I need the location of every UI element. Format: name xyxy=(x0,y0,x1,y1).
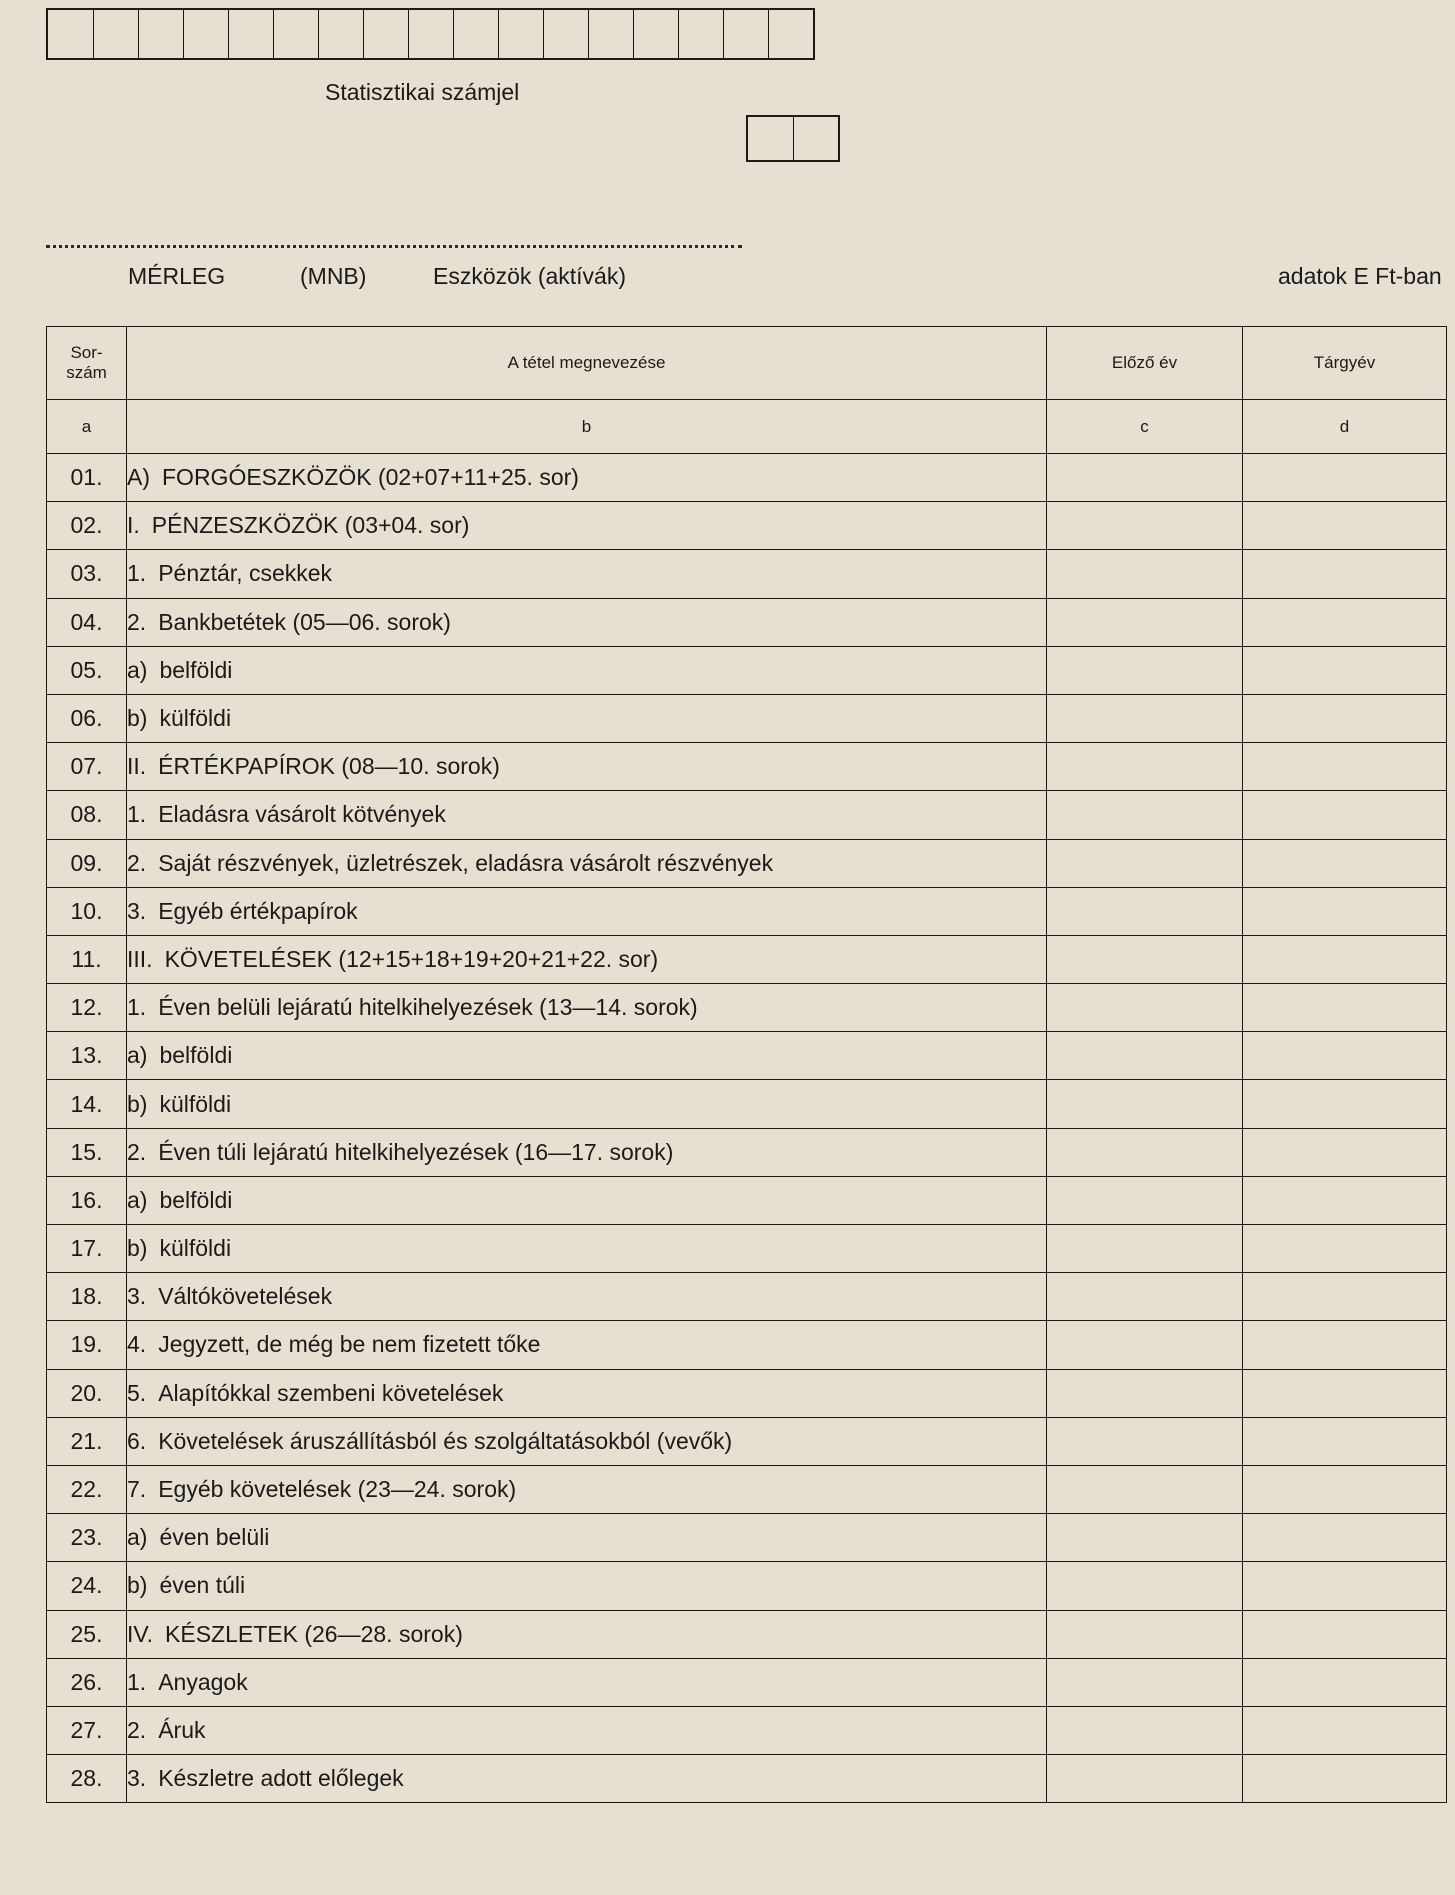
row-label xyxy=(127,1514,1047,1562)
col-letter-b: b xyxy=(127,400,1047,454)
row-label xyxy=(127,1465,1047,1513)
row-marker: b) xyxy=(127,1235,148,1262)
row-marker: 3. xyxy=(127,1765,147,1792)
row-number: 17. xyxy=(47,1225,127,1273)
row-label xyxy=(127,984,1047,1032)
table-row xyxy=(47,502,1447,550)
balance-sheet-table xyxy=(46,326,1447,1803)
row-marker: a) xyxy=(127,1042,148,1069)
row-marker: a) xyxy=(127,656,148,683)
row-marker: 2. xyxy=(127,608,147,635)
row-number: 15. xyxy=(47,1128,127,1176)
row-text: Éven belüli lejáratú hitelkihelyezések (13—14. sorok) xyxy=(158,994,698,1021)
row-number: 01. xyxy=(47,454,127,502)
row-number: 10. xyxy=(47,887,127,935)
row-label xyxy=(127,646,1047,694)
form-title-mnb: (MNB) xyxy=(300,263,367,289)
col-letter-c: c xyxy=(1047,400,1243,454)
row-marker: b) xyxy=(127,1572,148,1599)
row-label xyxy=(127,1755,1047,1803)
row-text: Éven túli lejáratú hitelkihelyezések (16—17. sorok) xyxy=(158,1138,674,1165)
row-number: 20. xyxy=(47,1369,127,1417)
table-row xyxy=(47,1273,1447,1321)
prev-year-value-cell[interactable] xyxy=(1047,694,1243,742)
current-year-value-cell[interactable] xyxy=(1243,694,1447,742)
row-text: külföldi xyxy=(159,705,232,732)
row-marker: 5. xyxy=(127,1379,147,1406)
current-year-value-cell[interactable] xyxy=(1243,1755,1447,1803)
row-text: külföldi xyxy=(159,1090,232,1117)
row-label xyxy=(127,550,1047,598)
row-text: belföldi xyxy=(159,1042,233,1069)
row-label xyxy=(127,791,1047,839)
row-marker: A) xyxy=(127,464,150,491)
prev-year-value-cell[interactable] xyxy=(1047,598,1243,646)
current-year-value-cell[interactable] xyxy=(1243,646,1447,694)
row-text: Készletre adott előlegek xyxy=(158,1765,404,1792)
prev-year-value-cell[interactable] xyxy=(1047,1128,1243,1176)
col-header-elozo-ev: Előző év xyxy=(1047,327,1243,400)
row-marker: 1. xyxy=(127,994,147,1021)
row-text: KÖVETELÉSEK (12+15+18+19+20+21+22. sor) xyxy=(164,945,659,972)
current-year-value-cell[interactable] xyxy=(1243,1321,1447,1369)
prev-year-value-cell[interactable] xyxy=(1047,1176,1243,1224)
id-digit-box[interactable] xyxy=(183,10,228,58)
id-digit-box[interactable] xyxy=(318,10,363,58)
row-text: Eladásra vásárolt kötvények xyxy=(158,801,446,828)
row-text: éven túli xyxy=(159,1572,246,1599)
current-year-value-cell[interactable] xyxy=(1243,1417,1447,1465)
row-text: FORGÓESZKÖZÖK (02+07+11+25. sor) xyxy=(162,464,579,491)
table-row xyxy=(47,1032,1447,1080)
current-year-value-cell[interactable] xyxy=(1243,791,1447,839)
table-row xyxy=(47,1225,1447,1273)
row-label xyxy=(127,1080,1047,1128)
id-digit-box[interactable] xyxy=(138,10,183,58)
row-label xyxy=(127,1369,1047,1417)
prev-year-value-cell[interactable] xyxy=(1047,1658,1243,1706)
row-label xyxy=(127,1610,1047,1658)
row-number: 27. xyxy=(47,1706,127,1754)
row-text: Bankbetétek (05—06. sorok) xyxy=(158,608,451,635)
current-year-value-cell[interactable] xyxy=(1243,1032,1447,1080)
current-year-value-cell[interactable] xyxy=(1243,839,1447,887)
row-marker: a) xyxy=(127,1186,148,1213)
id-digit-box[interactable] xyxy=(363,10,408,58)
table-row xyxy=(47,1562,1447,1610)
id-digit-box[interactable] xyxy=(768,10,813,58)
row-marker: b) xyxy=(127,705,148,732)
row-number: 04. xyxy=(47,598,127,646)
table-row xyxy=(47,887,1447,935)
id-digit-box[interactable] xyxy=(633,10,678,58)
row-text: Váltókövetelések xyxy=(158,1283,333,1310)
col-header-megnevezes: A tétel megnevezése xyxy=(127,327,1047,400)
col-letter-d: d xyxy=(1243,400,1447,454)
id-digit-box[interactable] xyxy=(93,10,138,58)
row-number: 02. xyxy=(47,502,127,550)
current-year-value-cell[interactable] xyxy=(1243,1176,1447,1224)
row-label xyxy=(127,1128,1047,1176)
row-label xyxy=(127,935,1047,983)
statistical-id-boxes[interactable] xyxy=(46,8,815,60)
prev-year-value-cell[interactable] xyxy=(1047,1369,1243,1417)
prev-year-value-cell[interactable] xyxy=(1047,1465,1243,1513)
row-text: éven belüli xyxy=(159,1524,270,1551)
form-title-merleg: MÉRLEG xyxy=(128,263,226,289)
row-marker: IV. xyxy=(127,1620,154,1647)
row-text: külföldi xyxy=(159,1235,232,1262)
table-row xyxy=(47,743,1447,791)
table-row xyxy=(47,646,1447,694)
col-header-sorszam: Sor- szám xyxy=(47,327,127,400)
row-label xyxy=(127,743,1047,791)
table-row xyxy=(47,1321,1447,1369)
current-year-value-cell[interactable] xyxy=(1243,598,1447,646)
table-row xyxy=(47,1128,1447,1176)
prev-year-value-cell[interactable] xyxy=(1047,1321,1243,1369)
current-year-value-cell[interactable] xyxy=(1243,1610,1447,1658)
row-text: Anyagok xyxy=(158,1668,248,1695)
row-number: 18. xyxy=(47,1273,127,1321)
prev-year-value-cell[interactable] xyxy=(1047,1080,1243,1128)
row-number: 09. xyxy=(47,839,127,887)
row-number: 26. xyxy=(47,1658,127,1706)
row-text: Saját részvények, üzletrészek, eladásra vásárolt részvények xyxy=(158,849,774,876)
row-label xyxy=(127,839,1047,887)
table-row xyxy=(47,1465,1447,1513)
current-year-value-cell[interactable] xyxy=(1243,1128,1447,1176)
row-label xyxy=(127,1417,1047,1465)
row-text: Követelések áruszállításból és szolgáltatásokból (vevők) xyxy=(158,1427,733,1454)
row-marker: 3. xyxy=(127,897,147,924)
row-marker: 1. xyxy=(127,560,147,587)
row-text: Alapítókkal szembeni követelések xyxy=(158,1379,504,1406)
prev-year-value-cell[interactable] xyxy=(1047,839,1243,887)
statistical-id-label: Statisztikai számjel xyxy=(325,79,520,105)
row-number: 07. xyxy=(47,743,127,791)
row-marker: 2. xyxy=(127,849,147,876)
current-year-value-cell[interactable] xyxy=(1243,984,1447,1032)
table-row xyxy=(47,1176,1447,1224)
prev-year-value-cell[interactable] xyxy=(1047,502,1243,550)
row-text: Egyéb értékpapírok xyxy=(158,897,358,924)
row-label xyxy=(127,1176,1047,1224)
table-row xyxy=(47,791,1447,839)
row-number: 21. xyxy=(47,1417,127,1465)
current-year-value-cell[interactable] xyxy=(1243,502,1447,550)
row-marker: I. xyxy=(127,512,140,539)
row-text: belföldi xyxy=(159,656,233,683)
row-number: 12. xyxy=(47,984,127,1032)
prev-year-value-cell[interactable] xyxy=(1047,1417,1243,1465)
form-title-assets: Eszközök (aktívák) xyxy=(433,263,626,289)
current-year-value-cell[interactable] xyxy=(1243,1706,1447,1754)
row-label xyxy=(127,887,1047,935)
table-row xyxy=(47,1706,1447,1754)
row-number: 24. xyxy=(47,1562,127,1610)
prev-year-value-cell[interactable] xyxy=(1047,454,1243,502)
current-year-value-cell[interactable] xyxy=(1243,1562,1447,1610)
signature-dotted-line xyxy=(46,245,742,248)
prev-year-value-cell[interactable] xyxy=(1047,887,1243,935)
row-text: KÉSZLETEK (26—28. sorok) xyxy=(165,1620,463,1647)
table-row xyxy=(47,935,1447,983)
row-text: Pénztár, csekkek xyxy=(158,560,333,587)
current-year-value-cell[interactable] xyxy=(1243,1369,1447,1417)
unit-note: adatok E Ft-ban xyxy=(1278,263,1442,289)
prev-year-value-cell[interactable] xyxy=(1047,1562,1243,1610)
table-row xyxy=(47,984,1447,1032)
row-label xyxy=(127,694,1047,742)
current-year-value-cell[interactable] xyxy=(1243,1225,1447,1273)
id-digit-box[interactable] xyxy=(543,10,588,58)
id-digit-box[interactable] xyxy=(453,10,498,58)
id-digit-box[interactable] xyxy=(723,10,768,58)
row-number: 22. xyxy=(47,1465,127,1513)
table-row xyxy=(47,1369,1447,1417)
row-number: 03. xyxy=(47,550,127,598)
code-digit-box[interactable] xyxy=(793,117,838,160)
row-number: 13. xyxy=(47,1032,127,1080)
row-text: Jegyzett, de még be nem fizetett tőke xyxy=(158,1331,541,1358)
row-marker: 4. xyxy=(127,1331,147,1358)
current-year-value-cell[interactable] xyxy=(1243,454,1447,502)
prev-year-value-cell[interactable] xyxy=(1047,791,1243,839)
prev-year-value-cell[interactable] xyxy=(1047,1225,1243,1273)
row-label xyxy=(127,1562,1047,1610)
prev-year-value-cell[interactable] xyxy=(1047,550,1243,598)
id-digit-box[interactable] xyxy=(678,10,723,58)
current-year-value-cell[interactable] xyxy=(1243,935,1447,983)
current-year-value-cell[interactable] xyxy=(1243,550,1447,598)
id-digit-box[interactable] xyxy=(273,10,318,58)
row-text: Egyéb követelések (23—24. sorok) xyxy=(158,1476,517,1503)
prev-year-value-cell[interactable] xyxy=(1047,1610,1243,1658)
code-boxes[interactable] xyxy=(746,115,840,162)
row-marker: 2. xyxy=(127,1716,147,1743)
prev-year-value-cell[interactable] xyxy=(1047,1273,1243,1321)
row-label xyxy=(127,502,1047,550)
row-text: Áruk xyxy=(158,1716,206,1743)
row-marker: 6. xyxy=(127,1427,147,1454)
current-year-value-cell[interactable] xyxy=(1243,1273,1447,1321)
row-number: 19. xyxy=(47,1321,127,1369)
row-number: 23. xyxy=(47,1514,127,1562)
table-row xyxy=(47,1080,1447,1128)
row-text: belföldi xyxy=(159,1186,233,1213)
current-year-value-cell[interactable] xyxy=(1243,887,1447,935)
current-year-value-cell[interactable] xyxy=(1243,1080,1447,1128)
prev-year-value-cell[interactable] xyxy=(1047,1514,1243,1562)
row-label xyxy=(127,1273,1047,1321)
prev-year-value-cell[interactable] xyxy=(1047,646,1243,694)
row-number: 28. xyxy=(47,1755,127,1803)
row-number: 25. xyxy=(47,1610,127,1658)
id-digit-box[interactable] xyxy=(228,10,273,58)
row-number: 06. xyxy=(47,694,127,742)
table-row xyxy=(47,454,1447,502)
table-row xyxy=(47,1417,1447,1465)
row-marker: III. xyxy=(127,945,153,972)
prev-year-value-cell[interactable] xyxy=(1047,1755,1243,1803)
prev-year-value-cell[interactable] xyxy=(1047,935,1243,983)
prev-year-value-cell[interactable] xyxy=(1047,984,1243,1032)
id-digit-box[interactable] xyxy=(588,10,633,58)
row-marker: a) xyxy=(127,1524,148,1551)
table-row xyxy=(47,694,1447,742)
row-number: 11. xyxy=(47,935,127,983)
current-year-value-cell[interactable] xyxy=(1243,1465,1447,1513)
row-label xyxy=(127,1321,1047,1369)
current-year-value-cell[interactable] xyxy=(1243,743,1447,791)
id-digit-box[interactable] xyxy=(498,10,543,58)
table-row xyxy=(47,1610,1447,1658)
row-number: 14. xyxy=(47,1080,127,1128)
row-label xyxy=(127,454,1047,502)
row-number: 08. xyxy=(47,791,127,839)
row-marker: II. xyxy=(127,753,147,780)
row-number: 05. xyxy=(47,646,127,694)
id-digit-box[interactable] xyxy=(48,10,93,58)
row-label xyxy=(127,1706,1047,1754)
code-digit-box[interactable] xyxy=(748,117,793,160)
row-text: ÉRTÉKPAPÍROK (08—10. sorok) xyxy=(158,753,500,780)
current-year-value-cell[interactable] xyxy=(1243,1658,1447,1706)
id-digit-box[interactable] xyxy=(408,10,453,58)
row-label xyxy=(127,1658,1047,1706)
row-marker: b) xyxy=(127,1090,148,1117)
row-label xyxy=(127,1225,1047,1273)
prev-year-value-cell[interactable] xyxy=(1047,743,1243,791)
row-text: PÉNZESZKÖZÖK (03+04. sor) xyxy=(151,512,470,539)
col-letter-a: a xyxy=(47,400,127,454)
row-marker: 2. xyxy=(127,1138,147,1165)
row-number: 16. xyxy=(47,1176,127,1224)
row-label xyxy=(127,1032,1047,1080)
table-row xyxy=(47,550,1447,598)
table-row xyxy=(47,1514,1447,1562)
row-label xyxy=(127,598,1047,646)
col-header-targyev: Tárgyév xyxy=(1243,327,1447,400)
current-year-value-cell[interactable] xyxy=(1243,1514,1447,1562)
row-marker: 1. xyxy=(127,801,147,828)
table-row xyxy=(47,598,1447,646)
table-row xyxy=(47,1755,1447,1803)
prev-year-value-cell[interactable] xyxy=(1047,1032,1243,1080)
row-marker: 1. xyxy=(127,1668,147,1695)
table-row xyxy=(47,1658,1447,1706)
table-row xyxy=(47,839,1447,887)
row-marker: 3. xyxy=(127,1283,147,1310)
prev-year-value-cell[interactable] xyxy=(1047,1706,1243,1754)
row-marker: 7. xyxy=(127,1476,147,1503)
